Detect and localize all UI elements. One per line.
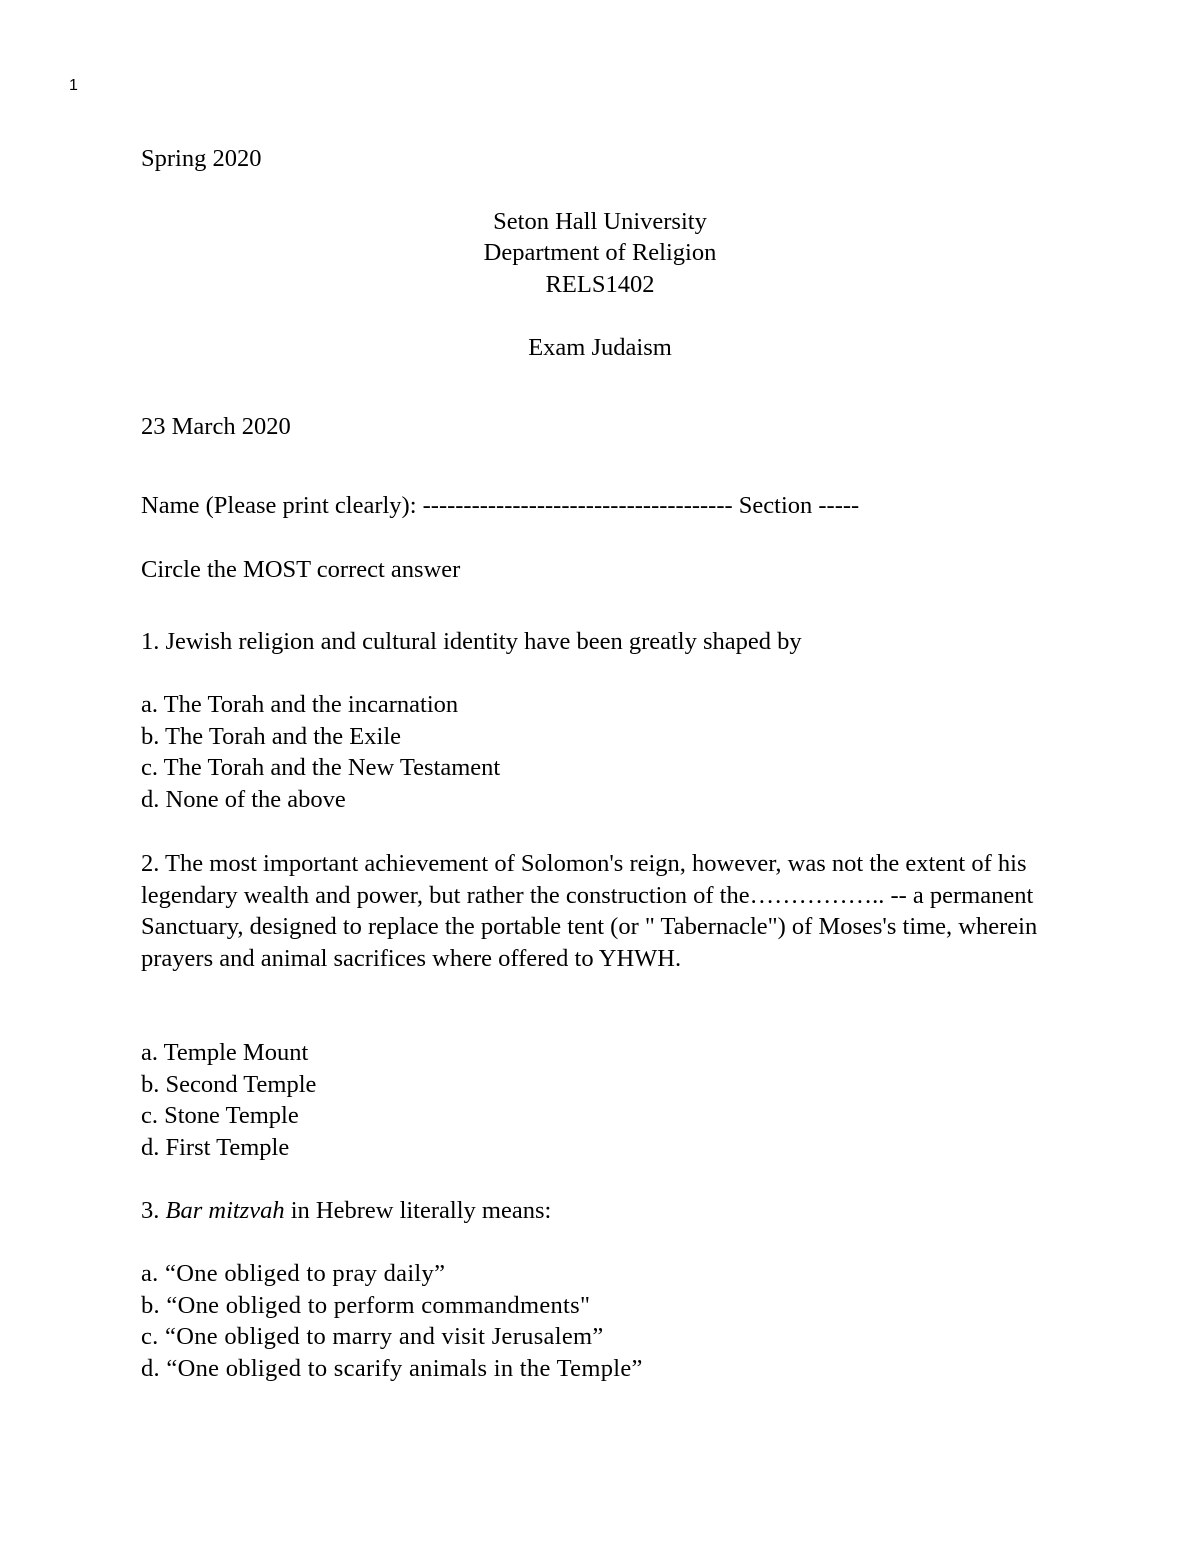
page-number: 1: [69, 77, 78, 94]
university-name: Seton Hall University: [493, 208, 707, 235]
question-3-option-c[interactable]: c. “One obliged to marry and visit Jerusalem”: [141, 1323, 604, 1350]
question-3-term: Bar mitzvah: [165, 1197, 285, 1224]
department-name: Department of Religion: [483, 239, 717, 266]
question-3-option-d[interactable]: d. “One obliged to scarify animals in the Temple”: [141, 1354, 643, 1382]
term-label: Spring 2020: [141, 145, 262, 172]
question-2-option-d[interactable]: d. First Temple: [141, 1133, 290, 1161]
question-3-text: [141, 1196, 551, 1226]
question-3-options: [141, 1258, 643, 1384]
question-3-option-a[interactable]: a. “One obliged to pray daily”: [141, 1260, 446, 1287]
question-2-option-b[interactable]: b. Second Temple: [141, 1070, 317, 1098]
question-1-option-c[interactable]: c. The Torah and the New Testament: [141, 754, 501, 781]
question-1-option-b[interactable]: b. The Torah and the Exile: [141, 722, 402, 750]
question-1-option-d[interactable]: d. None of the above: [141, 785, 346, 813]
question-3-number: 3.: [141, 1197, 166, 1224]
question-3-suffix: in Hebrew literally means:: [284, 1197, 552, 1224]
question-3-option-b[interactable]: b. “One obliged to perform commandments": [141, 1291, 591, 1319]
exam-date: 23 March 2020: [141, 413, 291, 440]
question-1-text: 1. Jewish religion and cultural identity have been greatly shaped by: [141, 628, 802, 655]
question-2-option-c[interactable]: c. Stone Temple: [141, 1102, 299, 1129]
question-1-option-a[interactable]: a. The Torah and the incarnation: [141, 691, 459, 718]
instructions: Circle the MOST correct answer: [141, 556, 461, 583]
name-section-line: Name (Please print clearly): -------------------------------------- Section -----: [141, 492, 860, 519]
course-code: RELS1402: [545, 271, 655, 298]
question-1-options: [141, 689, 500, 815]
exam-title: Exam Judaism: [528, 334, 672, 361]
question-2-option-a[interactable]: a. Temple Mount: [141, 1039, 309, 1066]
question-2-options: [141, 1037, 316, 1163]
question-2-text: 2. The most important achievement of Solomon's reign, however, was not the extent of his legendary wealth and power, but rather the construction of the…………….. -- a permanent Sanctuary, designed to replace the portable tent (or " Tabernacle") of Moses's time, wherein prayers and animal sacrifices where offered to YHWH.: [141, 850, 1038, 972]
